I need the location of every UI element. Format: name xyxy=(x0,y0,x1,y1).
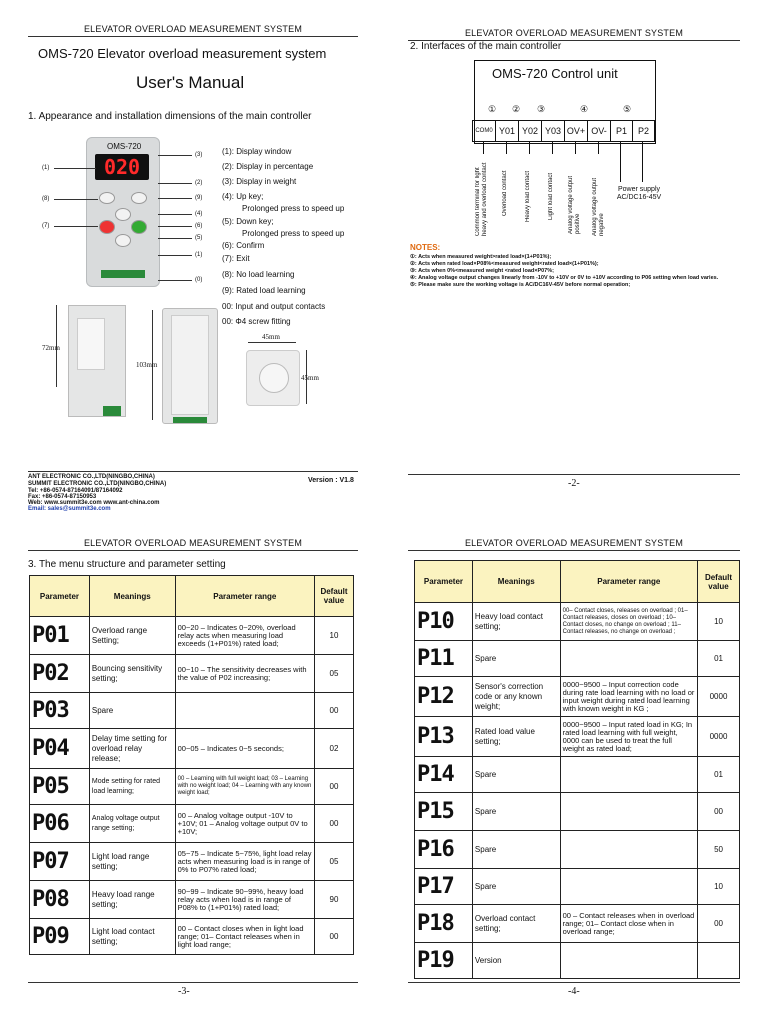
param-code: P18 xyxy=(415,905,473,943)
legend-item: (6): Confirm xyxy=(222,241,265,250)
arrow-line xyxy=(575,142,576,154)
power-supply-label: Power supply AC/DC16-45V xyxy=(616,186,662,201)
table-row xyxy=(30,617,354,655)
company-line: SUMMIT ELECTRONIC CO.,LTD(NINGBO,CHINA) xyxy=(28,481,167,487)
table-row xyxy=(415,793,740,831)
page3-header: ELEVATOR OVERLOAD MEASUREMENT SYSTEM xyxy=(28,538,358,551)
param-code: P07 xyxy=(30,843,90,881)
version: Version : V1.8 xyxy=(308,477,354,484)
col-header-default: Default value xyxy=(315,576,354,617)
page2-header: ELEVATOR OVERLOAD MEASUREMENT SYSTEM xyxy=(408,28,740,41)
param-default: 0000 xyxy=(698,677,740,717)
website-link[interactable]: Web: www.summit3e.com www.ant-china.com xyxy=(28,500,160,506)
arrow-line xyxy=(598,142,599,154)
no-load-learning-key xyxy=(99,192,115,204)
param-default: 10 xyxy=(698,869,740,905)
control-unit-title: OMS-720 Control unit xyxy=(492,66,618,81)
group-3: ③ xyxy=(537,104,546,114)
company-line: Fax: +86-0574-87150953 xyxy=(28,494,97,500)
group-1: ① xyxy=(488,104,497,114)
col-header-parameter: Parameter xyxy=(415,561,473,603)
group-2: ② xyxy=(512,104,521,114)
param-range: 90~99 – Indicate 90~99%, heavy load relay acts when load is in range of P08% to (1+P01%) rated load; xyxy=(175,881,314,919)
table-row xyxy=(415,905,740,943)
page2-number: -2- xyxy=(568,478,580,489)
col-header-range: Parameter range xyxy=(560,561,697,603)
leader-line xyxy=(54,199,98,200)
label-heavy: Heavy load contact xyxy=(525,170,531,222)
callout-right-3: (3) xyxy=(195,152,203,158)
label-analog-positive: Analog voltage output positive xyxy=(568,175,581,234)
company-line: Tel: +86-0574-87164091/87164092 xyxy=(28,488,123,494)
section3-heading: 3. The menu structure and parameter setting xyxy=(28,559,226,570)
leader-line xyxy=(158,214,192,215)
terminal-block xyxy=(101,270,145,278)
callout-right-4: (4) xyxy=(195,211,203,217)
param-range: 00 – Contact releases when in overload range; 01– Contact close when in overload range; xyxy=(560,905,697,943)
table-row xyxy=(30,693,354,729)
param-meaning: Sensor's correction code or any known weight; xyxy=(472,677,560,717)
table-row xyxy=(415,831,740,869)
table-row xyxy=(30,881,354,919)
param-range: 0000~9500 – Input correction code during rate load learning with no load or input weight during rated load learning with known weight in KG ; xyxy=(560,677,697,717)
arrow-line xyxy=(483,142,484,154)
param-default: 00 xyxy=(315,805,354,843)
param-default: 10 xyxy=(315,617,354,655)
legend-item: (9): Rated load learning xyxy=(222,286,306,295)
leader-line xyxy=(158,238,192,239)
param-default: 90 xyxy=(315,881,354,919)
leader-line xyxy=(54,226,98,227)
confirm-key xyxy=(131,220,147,234)
param-default: 05 xyxy=(315,655,354,693)
param-meaning: Light load contact setting; xyxy=(89,919,175,955)
param-range: 00~20 – Indicates 0~20%, overload relay acts when measuring load exceeds (1+P01%) rated load; xyxy=(175,617,314,655)
page1-header: ELEVATOR OVERLOAD MEASUREMENT SYSTEM xyxy=(28,24,358,37)
callout-right-11: (1) xyxy=(195,252,203,258)
legend-item: (1): Display window xyxy=(222,147,292,156)
table-row xyxy=(415,677,740,717)
param-code: P12 xyxy=(415,677,473,717)
exit-key xyxy=(99,220,115,234)
leader-line xyxy=(158,198,192,199)
terminal-y01: Y01 xyxy=(495,120,519,142)
table-row xyxy=(415,943,740,979)
leader-line xyxy=(158,183,192,184)
page3-number: -3- xyxy=(178,986,190,997)
dimension-line xyxy=(248,342,296,343)
table-row xyxy=(415,603,740,641)
param-range: 05~75 – Indicate 5~75%, light load relay acts when measuring load is in range of 0% to P07% rated load; xyxy=(175,843,314,881)
section2-heading: 2. Interfaces of the main controller xyxy=(410,41,562,52)
leader-line xyxy=(158,155,192,156)
param-range xyxy=(560,869,697,905)
table-row xyxy=(30,655,354,693)
param-meaning: Spare xyxy=(89,693,175,729)
param-meaning: Spare xyxy=(472,641,560,677)
param-code: P03 xyxy=(30,693,90,729)
dim-45-vertical: 45mm xyxy=(301,374,319,382)
param-code: P15 xyxy=(415,793,473,831)
param-code: P01 xyxy=(30,617,90,655)
param-range: 00~05 – Indicates 0~5 seconds; xyxy=(175,729,314,769)
param-code: P02 xyxy=(30,655,90,693)
col-header-meanings: Meanings xyxy=(89,576,175,617)
rated-load-learning-key xyxy=(131,192,147,204)
param-range: 00~10 – The sensitivity decreases with the value of P02 increasing; xyxy=(175,655,314,693)
param-meaning: Overload range Setting; xyxy=(89,617,175,655)
company-line: ANT ELECTRONIC CO.,LTD(NINGBO,CHINA) xyxy=(28,474,155,480)
param-range xyxy=(560,943,697,979)
param-range: 00 – Contact closes when in light load range; 01– Contact releases when in light load range; xyxy=(175,919,314,955)
device-label: OMS-720 xyxy=(107,142,142,151)
device-back-image xyxy=(162,308,218,424)
param-meaning: Overload contact setting; xyxy=(472,905,560,943)
arrow-line xyxy=(620,142,621,182)
label-common: Common terminal for light heavy and overload contact xyxy=(475,162,488,236)
param-meaning: Spare xyxy=(472,869,560,905)
label-light: Light load contact xyxy=(548,172,554,220)
callout-right-10: (0) xyxy=(195,277,203,283)
legend-item: Prolonged press to speed up xyxy=(242,229,345,238)
callout-right-9: (9) xyxy=(195,195,203,201)
callout-right-5: (5) xyxy=(195,235,203,241)
param-code: P08 xyxy=(30,881,90,919)
table-row xyxy=(415,641,740,677)
table-row xyxy=(30,769,354,805)
param-code: P04 xyxy=(30,729,90,769)
param-range xyxy=(560,757,697,793)
callout-left-7: (7) xyxy=(42,223,50,229)
arrow-line xyxy=(506,142,507,154)
param-meaning: Heavy load range setting; xyxy=(89,881,175,919)
param-range: 00 – Learning with full weight load; 03 – Learning with no weight load; 04 – Learning with any known weight load; xyxy=(175,769,314,805)
device-side-image xyxy=(68,305,126,417)
param-code: P17 xyxy=(415,869,473,905)
param-code: P16 xyxy=(415,831,473,869)
param-default: 01 xyxy=(698,757,740,793)
param-range xyxy=(560,793,697,831)
param-default: 00 xyxy=(315,769,354,805)
page1-title: OMS-720 Elevator overload measurement system xyxy=(38,46,327,61)
param-default: 00 xyxy=(315,919,354,955)
param-meaning: Bouncing sensitivity setting; xyxy=(89,655,175,693)
terminal-y03: Y03 xyxy=(541,120,565,142)
param-default: 00 xyxy=(315,693,354,729)
terminal-ov-plus: OV+ xyxy=(564,120,588,142)
param-range: 0000~9500 – Input rated load in KG; In rated load learning with full weight, 0000 can be used to treat the full weight as rated load; xyxy=(560,717,697,757)
param-meaning: Spare xyxy=(472,831,560,869)
divider xyxy=(408,474,740,475)
param-default: 10 xyxy=(698,603,740,641)
terminal-y02: Y02 xyxy=(518,120,542,142)
group-4: ④ xyxy=(580,104,589,114)
callout-left-8: (8) xyxy=(42,196,50,202)
notes-title: NOTES: xyxy=(410,243,441,252)
param-range: 00 – Analog voltage output -10V to +10V; 01 – Analog voltage output 0V to +10V; xyxy=(175,805,314,843)
note-item: ④: Analog voltage output changes linearly from -10V to +10V or 0V to +10V according to P06 setting when load varies. xyxy=(410,275,719,281)
param-code: P11 xyxy=(415,641,473,677)
table-row xyxy=(415,757,740,793)
parameter-table-1 xyxy=(29,575,354,955)
arrow-line xyxy=(642,142,643,182)
note-item: ②: Acts when rated load×P08%<measured weight<rated load×(1+P01%); xyxy=(410,261,599,267)
label-analog-negative: Analog voltage output negative xyxy=(592,177,605,236)
col-header-parameter: Parameter xyxy=(30,576,90,617)
table-row xyxy=(30,843,354,881)
divider xyxy=(28,471,358,472)
dim-103: 103mm xyxy=(136,361,158,369)
param-default: 0000 xyxy=(698,717,740,757)
dim-72: 72mm xyxy=(42,344,60,352)
param-range xyxy=(560,831,697,869)
param-range: 00– Contact closes, releases on overload ; 01– Contact releases, closes on overload ; 10– Contact closes, no change on overload ; 11– Contact releases, no change on overload ; xyxy=(560,603,697,641)
legend-item: (3): Display in weight xyxy=(222,177,297,186)
legend-item: (8): No load learning xyxy=(222,270,295,279)
table-row xyxy=(415,717,740,757)
param-default: 01 xyxy=(698,641,740,677)
param-default: 00 xyxy=(698,905,740,943)
legend-item: 00: Input and output contacts xyxy=(222,302,326,311)
param-meaning: Spare xyxy=(472,793,560,831)
table-row xyxy=(415,869,740,905)
param-meaning: Rated load value setting; xyxy=(472,717,560,757)
table-row xyxy=(30,729,354,769)
terminal-p1: P1 xyxy=(610,120,633,142)
dim-45-horizontal: 45mm xyxy=(262,333,280,341)
section1-heading: 1. Appearance and installation dimensions of the main controller xyxy=(28,111,312,122)
param-meaning: Analog voltage output range setting; xyxy=(89,805,175,843)
legend-item: (7): Exit xyxy=(222,254,250,263)
param-meaning: Heavy load contact setting; xyxy=(472,603,560,641)
param-default: 50 xyxy=(698,831,740,869)
callout-right-2: (2) xyxy=(195,180,203,186)
param-code: P05 xyxy=(30,769,90,805)
note-item: ③: Acts when 0%<measured weight <rated load×P07%; xyxy=(410,268,554,274)
label-overload: Overload contact xyxy=(502,170,508,216)
down-key xyxy=(115,234,131,247)
param-default xyxy=(698,943,740,979)
param-meaning: Spare xyxy=(472,757,560,793)
param-default: 05 xyxy=(315,843,354,881)
divider xyxy=(28,982,358,983)
legend-item: (2): Display in percentage xyxy=(222,162,314,171)
param-code: P10 xyxy=(415,603,473,641)
terminal-ov-minus: OV- xyxy=(587,120,611,142)
param-code: P13 xyxy=(415,717,473,757)
param-code: P06 xyxy=(30,805,90,843)
leader-line xyxy=(158,255,192,256)
param-default: 00 xyxy=(698,793,740,831)
param-meaning: Light load range setting; xyxy=(89,843,175,881)
col-header-range: Parameter range xyxy=(175,576,314,617)
terminal-p2: P2 xyxy=(632,120,655,142)
leader-line xyxy=(158,280,192,281)
param-meaning: Mode setting for rated load learning; xyxy=(89,769,175,805)
param-range xyxy=(560,641,697,677)
param-range xyxy=(175,693,314,729)
callout-left-1: (1) xyxy=(42,165,50,171)
param-default: 02 xyxy=(315,729,354,769)
legend-item: (4): Up key; xyxy=(222,192,264,201)
group-5: ⑤ xyxy=(623,104,632,114)
col-header-default: Default value xyxy=(698,561,740,603)
leader-line xyxy=(54,168,96,169)
col-header-meanings: Meanings xyxy=(472,561,560,603)
param-code: P09 xyxy=(30,919,90,955)
divider xyxy=(408,982,740,983)
page1-subtitle: User's Manual xyxy=(136,73,245,92)
arrow-line xyxy=(552,142,553,154)
legend-item: 00: Φ4 screw fitting xyxy=(222,317,291,326)
leader-line xyxy=(158,226,192,227)
param-code: P19 xyxy=(415,943,473,979)
parameter-table-2 xyxy=(414,560,740,979)
table-row xyxy=(30,919,354,955)
param-meaning: Delay time setting for overload relay release; xyxy=(89,729,175,769)
page4-header: ELEVATOR OVERLOAD MEASUREMENT SYSTEM xyxy=(408,538,740,551)
param-code: P14 xyxy=(415,757,473,793)
screw-fitting-image xyxy=(246,350,300,406)
up-key xyxy=(115,208,131,221)
param-meaning: Version xyxy=(472,943,560,979)
display-window: 020 xyxy=(95,154,149,180)
device-front-image xyxy=(86,137,160,287)
callout-right-6: (6) xyxy=(195,223,203,229)
terminal-com0: COM0 xyxy=(472,120,496,142)
legend-item: Prolonged press to speed up xyxy=(242,204,345,213)
arrow-line xyxy=(529,142,530,154)
note-item: ①: Acts when measured weight>rated load×(1+P01%); xyxy=(410,254,552,260)
legend-item: (5): Down key; xyxy=(222,217,274,226)
note-item: ⑤: Please make sure the working voltage is AC/DC16V-45V before normal operation; xyxy=(410,282,631,288)
email-link[interactable]: Email: sales@summit3e.com xyxy=(28,506,111,512)
table-row xyxy=(30,805,354,843)
page4-number: -4- xyxy=(568,986,580,997)
